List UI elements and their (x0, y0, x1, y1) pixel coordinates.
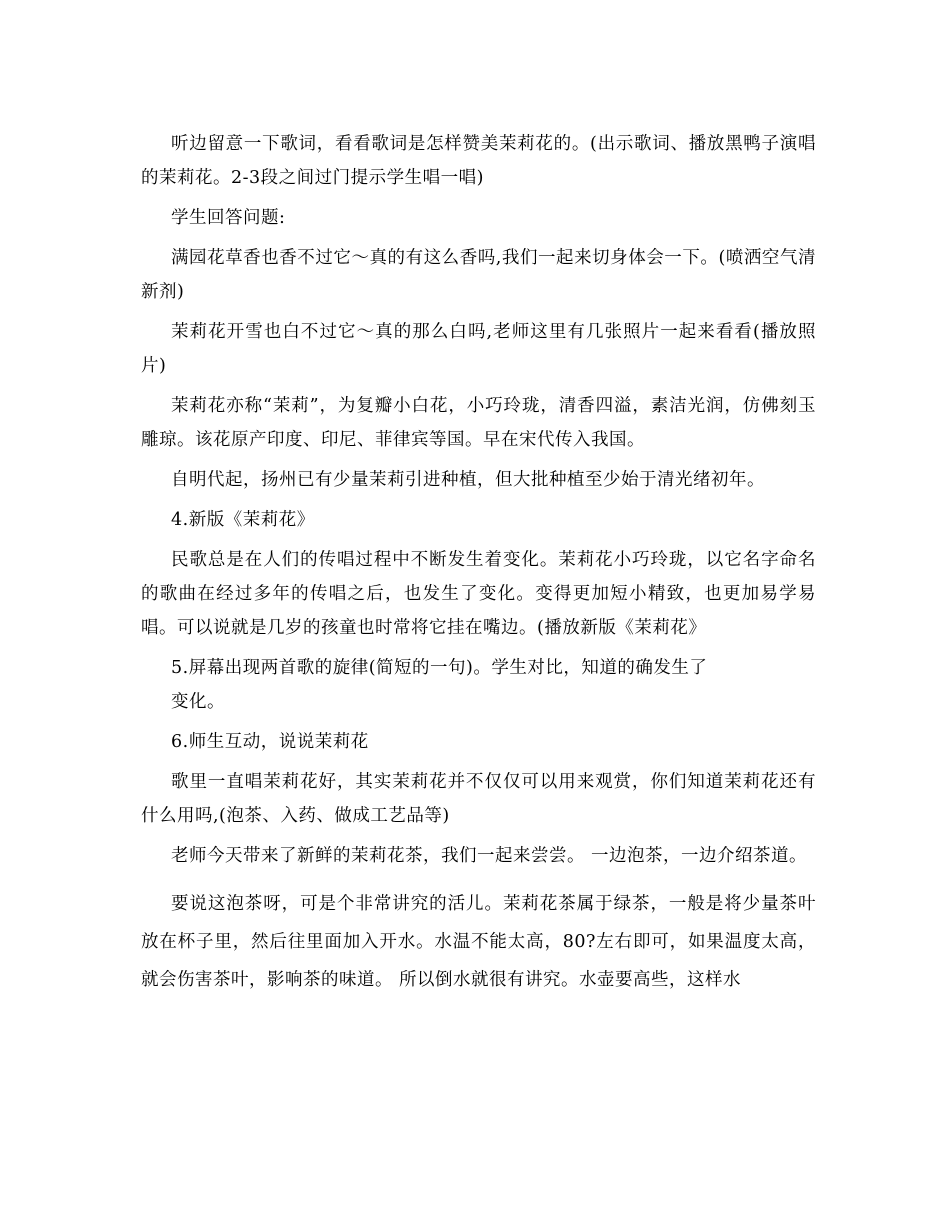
paragraph-student-answer: 学生回答问题: (171, 208, 286, 228)
paragraph-lyrics-intro: 听边留意一下歌词，看看歌词是怎样赞美茉莉花的。(出示歌词、播放黑鸭子演唱的茉莉花。2-3段之间过门提示学生唱一唱) (141, 134, 816, 188)
paragraph-whiteness: 茉莉花开雪也白不过它～真的那么白吗,老师这里有几张照片一起来看看(播放照片) (141, 322, 816, 376)
paragraph-tea-tasting: 老师今天带来了新鲜的茉莉花茶，我们一起来尝尝。 一边泡茶，一边介绍茶道。 (171, 846, 808, 866)
section-heading-interaction: 6.师生互动，说说茉莉花 (171, 732, 369, 752)
document-body (141, 127, 816, 999)
paragraph-jasmine-uses: 歌里一直唱茉莉花好，其实茉莉花并不仅仅可以用来观赏，你们知道茉莉花还有什么用吗,(泡茶、入药、做成工艺品等) (141, 772, 816, 826)
paragraph-change-continued: 变化。 (171, 692, 225, 712)
section-heading-melody-compare: 5.屏幕出现两首歌的旋律(简短的一句)。学生对比，知道的确发生了 (171, 658, 708, 678)
paragraph-folk-song-change: 民歌总是在人们的传唱过程中不断发生着变化。茉莉花小巧玲珑，以它名字命名的歌曲在经过多年的传唱之后，也发生了变化。变得更加短小精致，也更加易学易唱。可以说就是几岁的孩童也时常将它挂在嘴边。(播放新版《茉莉花》 (141, 550, 816, 638)
paragraph-fragrance: 满园花草香也香不过它～真的有这么香吗,我们一起来切身体会一下。(喷洒空气清新剂) (141, 248, 816, 302)
paragraph-jasmine-description: 茉莉花亦称“茉莉”，为复瓣小白花，小巧玲珑，清香四溢，素洁光润，仿佛刻玉雕琼。该花原产印度、印尼、菲律宾等国。早在宋代传入我国。 (141, 396, 816, 450)
paragraph-yangzhou-history: 自明代起，扬州已有少量茉莉引进种植，但大批种植至少始于清光绪初年。 (171, 470, 765, 490)
paragraph-tea-brewing: 要说这泡茶呀，可是个非常讲究的活儿。茉莉花茶属于绿茶，一般是将少量茶叶放在杯子里，然后往里面加入开水。水温不能太高，80?左右即可，如果温度太高，就会伤害茶叶，影响茶的味道。 所以倒水就很有讲究。水壶要高些，这样水 (141, 894, 816, 990)
section-heading-new-version: 4.新版《茉莉花》 (171, 510, 315, 530)
